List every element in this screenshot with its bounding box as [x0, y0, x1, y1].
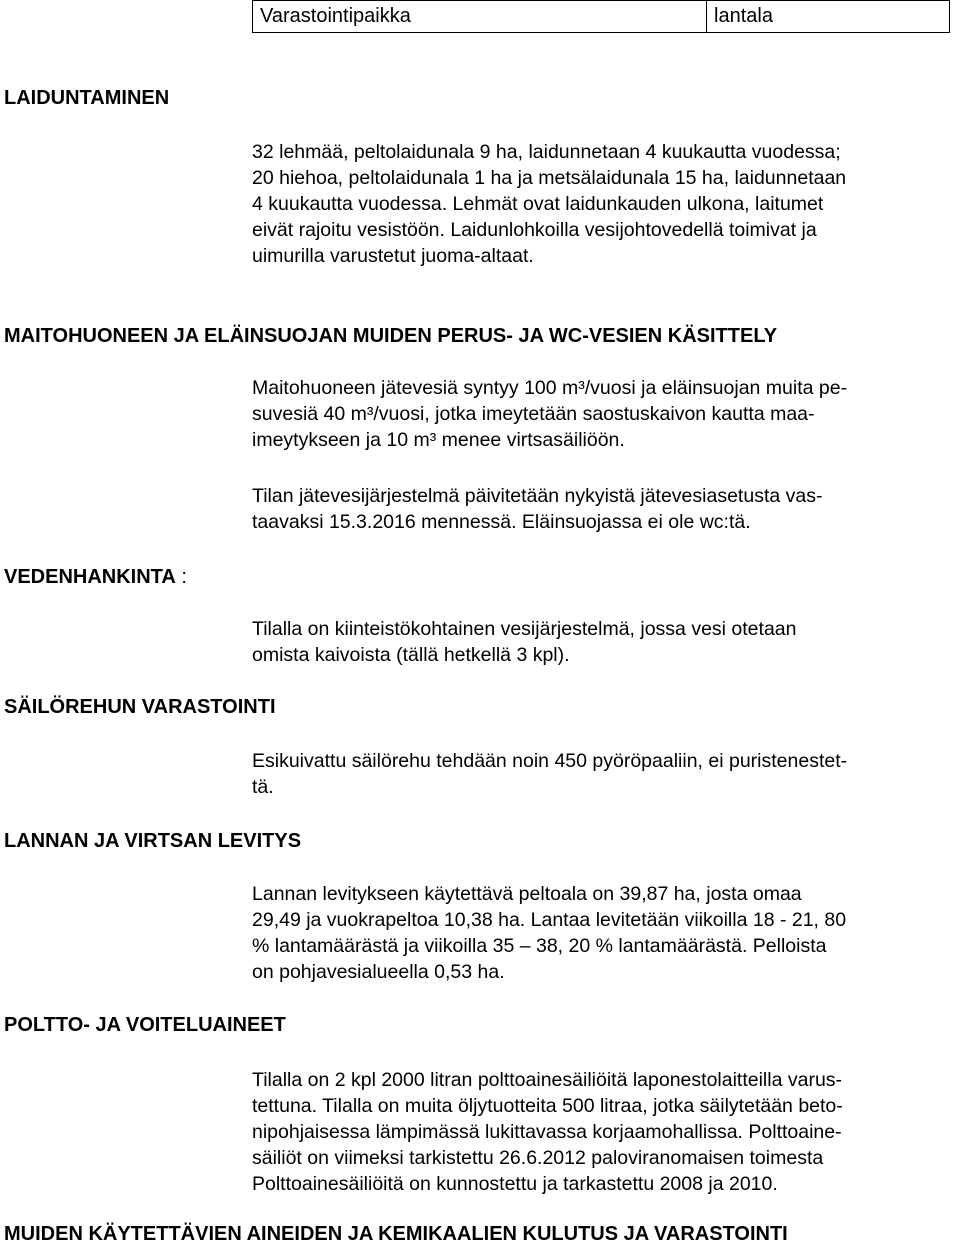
fuel-text: Tilalla on 2 kpl 2000 litran polttoainesäiliöitä laponestolaitteilla varus- tettuna. Tilalla on muita öljytuotteita 500 litraa, jotka säilytetään beto- nipohjaisessa lämpimässä lukittavassa korjaamohallissa. Polttoaine- säiliöt on viimeksi tarkistettu 26.6.2012 paloviranomaisen toimesta Polttoainesäiliöitä on kunnostettu ja tarkastettu 2008 ja 2010.: [252, 1069, 843, 1195]
chemicals-heading: MUIDEN KÄYTETTÄVIEN AINEIDEN JA KEMIKAALIEN KULUTUS JA VARASTOINTI: [4, 1223, 788, 1245]
storage-value: lantala: [707, 1, 950, 33]
fuel-heading: POLTTO- JA VOITELUAINEET: [4, 1014, 286, 1036]
storage-row: [253, 1, 950, 33]
wastewater-heading: MAITOHUONEEN JA ELÄINSUOJAN MUIDEN PERUS- JA WC-VESIEN KÄSITTELY: [4, 325, 778, 347]
water-supply-heading: [4, 565, 187, 589]
storage-label: Varastointipaikka: [253, 1, 707, 33]
grazing-text: 32 lehmää, peltolaidunala 9 ha, laidunnetaan 4 kuukautta vuodessa; 20 hiehoa, peltolaidunala 1 ha ja metsälaidunala 15 ha, laidunnetaan 4 kuukautta vuodessa. Lehmät ovat laidunkauden ulkona, laitumet eivät rajoitu vesistöön. Laidunlohkoilla vesijohtovedellä toimivat ja uimurilla varustetut juoma-altaat.: [252, 141, 847, 267]
manure-spreading-text: Lannan levitykseen käytettävä peltoala on 39,87 ha, josta omaa 29,49 ja vuokrapeltoa 10,38 ha. Lantaa levitetään viikoilla 18 - 21, 80 % lantamäärästä ja viikoilla 35 – 38, 20 % lantamäärästä. Pelloista on pohjavesialueella 0,53 ha.: [252, 883, 847, 983]
wastewater-text-1: Maitohuoneen jätevesiä syntyy 100 m³/vuosi ja eläinsuojan muita pe- suvesiä 40 m³/vuosi, jotka imeytetään saostuskaivon kautta maa- imeytykseen ja 10 m³ menee virtsasäiliöön.: [252, 377, 848, 451]
water-supply-heading-suffix: :: [175, 566, 187, 588]
grazing-heading: LAIDUNTAMINEN: [4, 87, 170, 109]
silage-heading: SÄILÖREHUN VARASTOINTI: [4, 696, 276, 718]
manure-spreading-heading: LANNAN JA VIRTSAN LEVITYS: [4, 830, 302, 852]
silage-text: Esikuivattu säilörehu tehdään noin 450 pyöröpaaliin, ei puristenestet- tä.: [252, 750, 848, 798]
water-supply-heading-text: VEDENHANKINTA: [4, 566, 176, 588]
storage-table: [252, 0, 950, 33]
wastewater-text-2: Tilan jätevesijärjestelmä päivitetään nykyistä jätevesiasetusta vas- taavaksi 15.3.2016 mennessä. Eläinsuojassa ei ole wc:tä.: [252, 485, 823, 533]
water-supply-text: Tilalla on kiinteistökohtainen vesijärjestelmä, jossa vesi otetaan omista kaivoista (tällä hetkellä 3 kpl).: [252, 618, 797, 666]
